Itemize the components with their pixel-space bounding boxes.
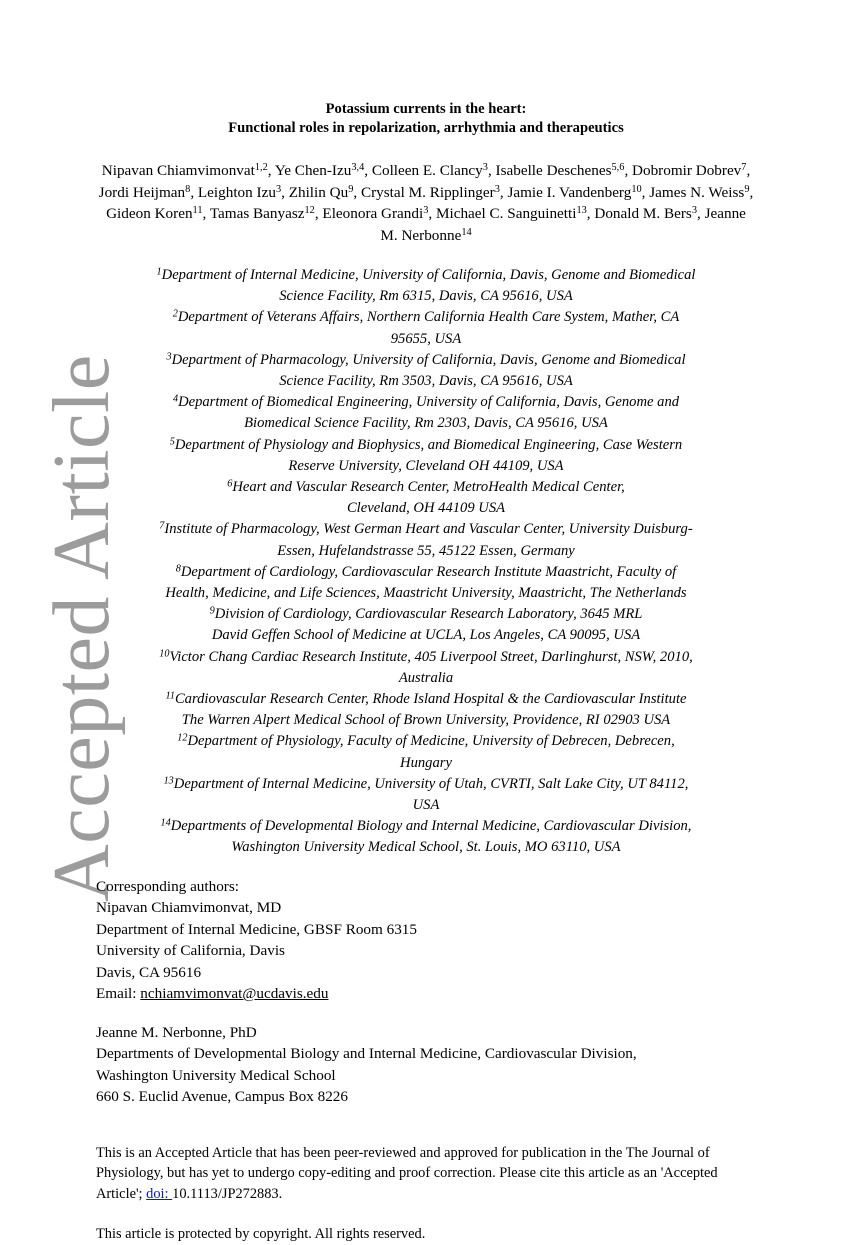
affiliation-line: $^4$Department of Biomedical Engineering, University of California, Davis, Genome and [172,393,680,411]
title-line-1: Potassium currents in the heart: [325,101,527,117]
email-link[interactable]: nchiamvimonvat@ucdavis.edu [140,985,329,1003]
author-name: Crystal M. Ripplinger [360,183,495,201]
affiliation-line: $^3$Department of Pharmacology, University of California, Davis, Genome and Biomedical [166,351,686,368]
author-affiliation-marker: 11 [192,205,203,217]
accepted-article-watermark: Accepted Article [38,354,126,902]
affiliation-entry [96,307,756,349]
corresponding-author-1-department: Department of Internal Medicine, GBSF Room 6315 [96,920,417,938]
affiliation-line: Reserve University, Cleveland OH 44109, USA [288,457,564,474]
affiliation-number: 12 [177,732,188,744]
author-affiliation-marker: 3,4 [351,162,365,174]
affiliation-line: Hungary [400,754,452,771]
author-name: Tamas Banyasz [209,205,305,222]
author-name: Jordi Heijman [98,183,186,201]
author-list: Nipavan Chiamvimonvat$^{1,2}$, Ye Chen-Izu$^{3,4}$, Colleen E. Clancy$^3$, Isabelle Deschenes$^{5,6}$, Dobromir Dobrev$^7$, Jordi Heijman$^8$, Leighton Izu$^3$, Zhilin Qu$^9$, Crystal M. Ripplinger$^3$, Jamie I. Vandenberg$^{10}$, James N. Weiss$^9$, Gideon Koren$^{11}$, Tamas Banyasz$^{12}$, Eleonora Grandi$^3$, Michael C. Sanguinetti$^{13}$, Donald M. Bers$^3$, Jeanne M. Nerbonne$^{14}$ [98,162,754,244]
corresponding-author-2 [96,1022,756,1108]
document-content [96,100,756,1245]
affiliation-entry [96,604,756,646]
author-name: Jeanne M. Nerbonne [380,205,746,244]
affiliation-line: 95655, USA [390,330,462,347]
corresponding-heading: Corresponding authors: [96,877,239,895]
corresponding-author-2-institution: Washington University Medical School [96,1066,336,1084]
corresponding-author-1-email-line [96,983,756,1005]
affiliation-line: $^1$Department of Internal Medicine, University of California, Davis, Genome and Biomedical [156,266,696,283]
affiliation-line: David Geffen School of Medicine at UCLA, Los Angeles, CA 90095, USA [211,627,641,644]
author-affiliation-marker: 7 [741,162,747,174]
author-name: Dobromir Dobrev [632,162,742,179]
affiliation-line: Science Facility, Rm 6315, Davis, CA 95616, USA [279,288,573,305]
affiliation-entry [96,816,756,858]
author-affiliation-marker: 3 [691,205,697,217]
author-affiliation-marker: 5,6 [611,162,625,174]
author-name: Donald M. Bers [594,205,692,222]
affiliation-line: The Warren Alpert Medical School of Brown University, Providence, RI 02903 USA [181,712,671,729]
author-name: Michael C. Sanguinetti [435,205,577,222]
affiliation-number: 11 [165,690,175,702]
affiliation-line: Cleveland, OH 44109 USA [346,500,506,517]
affiliation-entry [96,774,756,816]
author-name: Ye Chen-Izu [274,162,352,179]
affiliation-line: $^7$Institute of Pharmacology, West German Heart and Vascular Center, University Duisburg- [159,520,693,538]
affiliation-entry [96,435,756,477]
affiliation-line: $^{11}$Cardiovascular Research Center, Rhode Island Hospital & the Cardiovascular Institute [165,690,687,708]
author-affiliation-marker: 9 [348,183,354,195]
author-affiliation-marker: 1,2 [254,162,268,174]
affiliation-number: 7 [159,520,165,532]
affiliation-line: Health, Medicine, and Life Sciences, Maastricht University, Maastricht, The Netherlands [165,585,687,602]
author-name: Colleen E. Clancy [371,162,483,179]
doi-value: 10.1113/JP272883. [172,1185,283,1202]
accepted-article-notice [96,1143,756,1245]
affiliation-entry [96,689,756,731]
author-name: Leighton Izu [197,183,276,201]
author-name: James N. Weiss [649,183,745,201]
affiliation-line: Washington University Medical School, St. Louis, MO 63110, USA [231,839,621,856]
affiliation-number: 10 [159,647,170,659]
affiliation-line: USA [412,797,440,814]
affiliation-number: 5 [169,435,175,447]
author-affiliation-marker: 13 [576,205,587,217]
corresponding-author-1-name: Nipavan Chiamvimonvat, MD [96,899,282,917]
corresponding-author-2-department: Departments of Developmental Biology and Internal Medicine, Cardiovascular Division, [96,1045,637,1063]
author-affiliation-marker: 14 [461,226,472,238]
affiliation-number: 9 [209,605,215,617]
corresponding-author-1 [96,876,756,1005]
author-affiliation-marker: 9 [744,183,750,195]
author-affiliation-marker: 3 [494,183,500,195]
author-affiliation-marker: 3 [482,162,488,174]
affiliation-line: $^5$Department of Physiology and Biophysics, and Biomedical Engineering, Case Western [169,435,683,453]
affiliation-line: Biomedical Science Facility, Rm 2303, Davis, CA 95616, USA [244,415,608,432]
corresponding-author-1-institution: University of California, Davis [96,942,285,960]
corresponding-author-2-address: 660 S. Euclid Avenue, Campus Box 8226 [96,1088,348,1106]
affiliation-entry [96,477,756,519]
affiliation-line: Science Facility, Rm 3503, Davis, CA 95616, USA [279,373,573,390]
author-name: Nipavan Chiamvimonvat [101,162,255,179]
author-name: Jamie I. Vandenberg [507,183,632,201]
affiliation-entry [96,265,756,307]
affiliation-list [96,265,756,859]
author-affiliation-marker: 8 [185,183,191,195]
author-affiliation-marker: 3 [275,183,282,195]
author-affiliation-marker: 3 [423,205,429,217]
affiliation-number: 8 [175,563,181,575]
author-name: Isabelle Deschenes [495,162,612,179]
affiliation-entry [96,519,756,561]
affiliation-entry [96,562,756,604]
corresponding-author-1-city: Davis, CA 95616 [96,963,202,981]
affiliation-entry [96,647,756,689]
doi-link[interactable]: doi: [146,1185,173,1202]
affiliation-number: 6 [227,478,233,490]
affiliation-entry [96,350,756,392]
affiliation-line: $^9$Division of Cardiology, Cardiovascular Research Laboratory, 3645 MRL [209,605,643,623]
author-affiliation-marker: 10 [631,183,642,195]
corresponding-author-2-name: Jeanne M. Nerbonne, PhD [96,1023,257,1041]
affiliation-number: 3 [166,351,172,363]
affiliation-entry [96,392,756,434]
email-label: Email: [96,985,141,1003]
affiliation-line: $^2$Department of Veterans Affairs, Northern California Health Care System, Mather, CA [172,308,680,326]
affiliation-number: 4 [172,393,179,405]
notice-paragraph-2: This article is protected by copyright. All rights reserved. [96,1226,426,1243]
affiliation-number: 13 [163,775,174,787]
affiliation-number: 14 [160,817,171,829]
notice-text: This is an Accepted Article that has been peer-reviewed and approved for publication in the The Journal of Physiology, but has yet to undergo copy-editing and proof correction. Please cite this article as an 'Accepted Article'; [96,1144,718,1202]
affiliation-line: Essen, Hufelandstrasse 55, 45122 Essen, Germany [277,542,575,559]
author-name: Eleonora Grandi [322,205,424,222]
affiliation-line: $^{12}$Department of Physiology, Faculty of Medicine, University of Debrecen, Debrecen, [177,732,675,750]
author-affiliation-marker: 12 [304,205,315,217]
affiliation-line: Australia [398,669,454,686]
author-name: Gideon Koren [106,205,193,222]
affiliation-line: $^{10}$Victor Chang Cardiac Research Institute, 405 Liverpool Street, Darlinghurst, NSW, 2010, [159,647,693,665]
affiliation-number: 1 [156,266,162,278]
affiliation-line: $^8$Department of Cardiology, Cardiovascular Research Institute Maastricht, Faculty of [175,563,677,580]
author-name: Zhilin Qu [288,183,349,201]
affiliation-line: $^{13}$Department of Internal Medicine, University of Utah, CVRTI, Salt Lake City, UT 84112, [163,775,689,792]
notice-paragraph-1 [96,1143,756,1205]
affiliation-entry [96,731,756,773]
title-line-2: Functional roles in repolarization, arrhythmia and therapeutics [228,120,624,136]
affiliation-line: $^6$Heart and Vascular Research Center, MetroHealth Medical Center, [227,478,625,496]
affiliation-line: $^{14}$Departments of Developmental Biology and Internal Medicine, Cardiovascular Division, [160,817,692,835]
page-title [96,100,756,138]
affiliation-number: 2 [172,308,178,320]
